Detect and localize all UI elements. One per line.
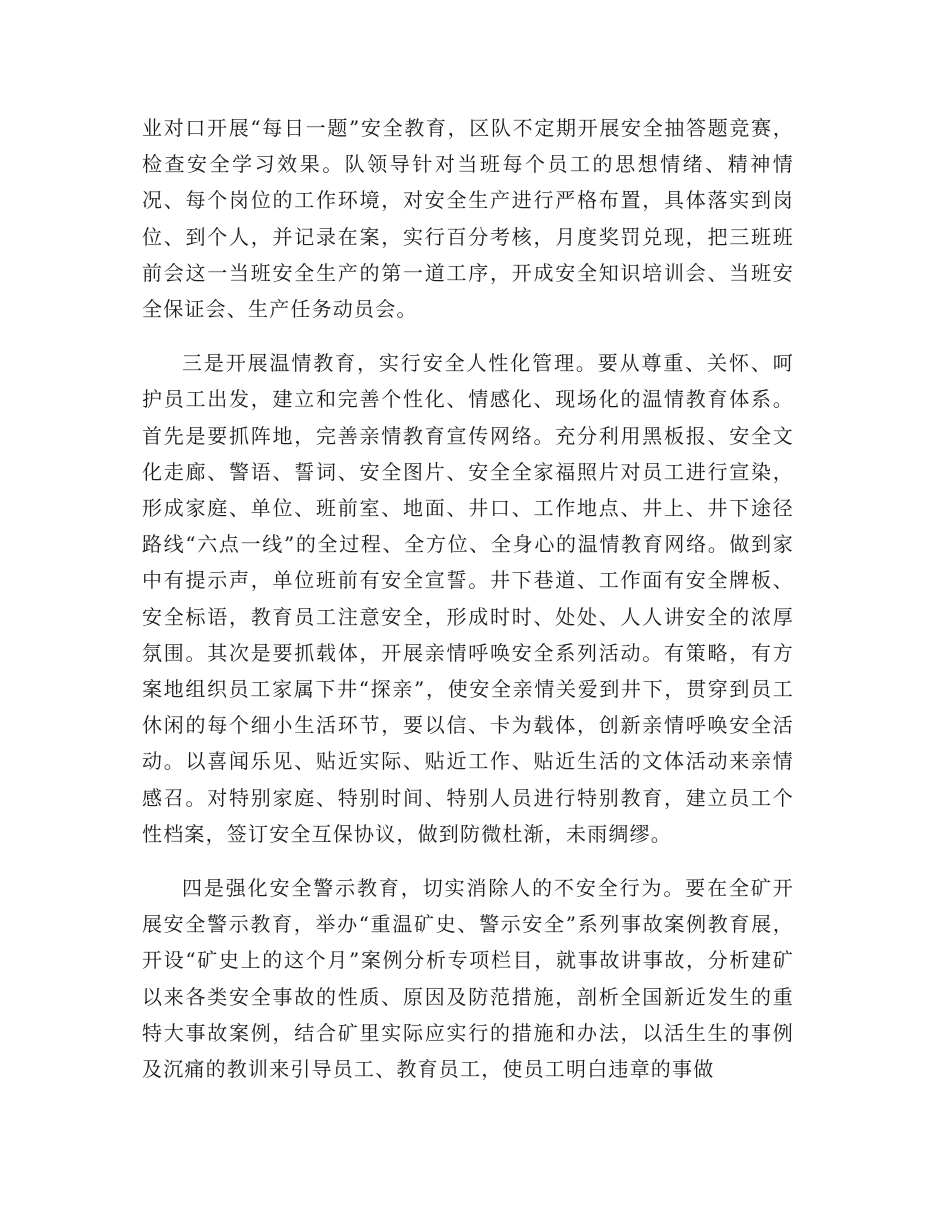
- document-body: [142, 110, 794, 1087]
- paragraph-safety-warning: 四是强化安全警示教育，切实消除人的不安全行为。要在全矿开展安全警示教育，举办“重温矿史、警示安全”系列事故案例教育展，开设“矿史上的这个月”案例分析专项栏目，就事故讲事故，分析建矿以来各类安全事故的性质、原因及防范措施，剖析全国新近发生的重特大事故案例，结合矿里实际应实行的措施和办法，以活生生的事例及沉痛的教训来引导员工、教育员工，使员工明白违章的事做: [142, 876, 794, 1082]
- paragraph-warm-education: 三是开展温情教育，实行安全人性化管理。要从尊重、关怀、呵护员工出发，建立和完善个性化、情感化、现场化的温情教育体系。首先是要抓阵地，完善亲情教育宣传网络。充分利用黑板报、安全文化走廊、警语、誓词、安全图片、安全全家福照片对员工进行宣染，形成家庭、单位、班前室、地面、井口、工作地点、井上、井下途径路线“六点一线”的全过程、全方位、全身心的温情教育网络。做到家中有提示声，单位班前有安全宣誓。井下巷道、工作面有安全牌板、安全标语，教育员工注意安全，形成时时、处处、人人讲安全的浓厚氛围。其次是要抓载体，开展亲情呼唤安全系列活动。有策略，有方案地组织员工家属下井“探亲”，使安全亲情关爱到井下，贯穿到员工休闲的每个细小生活环节，要以信、卡为载体，创新亲情呼唤安全活动。以喜闻乐见、贴近实际、贴近工作、贴近生活的文体活动来亲情感召。对特别家庭、特别时间、特别人员进行特别教育，建立员工个性档案，签订安全互保协议，做到防微杜渐，未雨绸缪。: [142, 351, 794, 846]
- paragraph-continuation: 业对口开展“每日一题”安全教育，区队不定期开展安全抽答题竞赛，检查安全学习效果。队领导针对当班每个员工的思想情绪、精神情况、每个岗位的工作环境，对安全生产进行严格布置，具体落实到岗位、到个人，并记录在案，实行百分考核，月度奖罚兑现，把三班班前会这一当班安全生产的第一道工序，开成安全知识培训会、当班安全保证会、生产任务动员会。: [142, 116, 794, 322]
